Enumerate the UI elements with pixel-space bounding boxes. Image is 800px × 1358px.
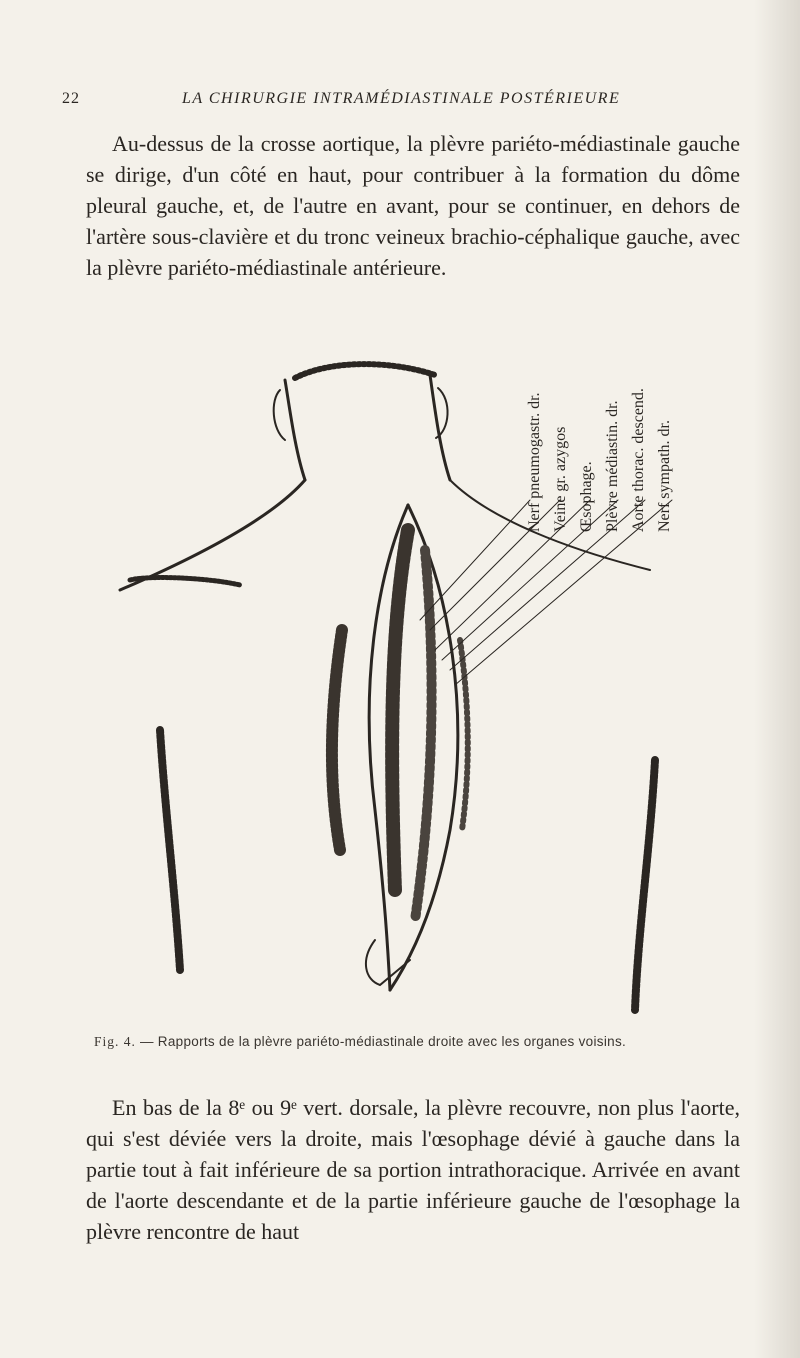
ribs-shading xyxy=(392,530,408,890)
vessels-shading xyxy=(415,550,432,920)
running-head-title: LA CHIRURGIE INTRAMÉDIASTINALE POSTÉRIEURE xyxy=(182,90,621,107)
neck-outline-left xyxy=(285,380,305,480)
page-number: 22 xyxy=(62,90,80,107)
left-shoulder xyxy=(120,480,305,590)
hairline xyxy=(295,364,435,378)
label-aorte-thoracique: Aorte thorac. descend. xyxy=(630,388,647,532)
right-back-contour xyxy=(635,760,655,1010)
running-head xyxy=(62,90,742,114)
label-nerf-sympathique: Nerf sympath. dr. xyxy=(656,420,673,532)
caption-text: — Rapports de la plèvre pariéto-médiastinale droite avec les organes voisins. xyxy=(139,1034,627,1049)
label-oesophage: Œsophage. xyxy=(578,461,595,532)
figure-labels xyxy=(522,332,752,532)
figure-caption xyxy=(94,1034,734,1050)
leader-line-1 xyxy=(420,500,530,620)
left-back-contour xyxy=(160,730,180,970)
left-shoulder-shading xyxy=(130,578,240,585)
retracted-muscle-right xyxy=(460,640,468,830)
page-edge-shadow xyxy=(754,0,800,1358)
retracted-muscle-left xyxy=(332,630,342,850)
label-nerf-pneumogastrique: Nerf pneumogastr. dr. xyxy=(526,392,543,532)
caption-figure-number: Fig. 4. xyxy=(94,1034,136,1049)
left-ear xyxy=(274,390,285,440)
label-plevre-mediastinale: Plèvre médiastin. dr. xyxy=(604,400,621,532)
paragraph-bottom: En bas de la 8ᵉ ou 9ᵉ vert. dorsale, la plèvre recouvre, non plus l'aorte, qui s'est déviée vers la droite, mais l'œsophage dévié à gauche dans la partie tout à fait inférieure de sa portion intrathoracique. Arrivée en avant de l'aorte descendante et de la partie inférieure gauche de l'œsophage la plèvre rencontre de haut xyxy=(86,1095,740,1244)
label-veine-azygos: Veine gr. azygos xyxy=(552,426,569,532)
paragraph-top: Au-dessus de la crosse aortique, la plèvre pariéto-médiastinale gauche se dirige, d'un côté en haut, pour contribuer à la formation du dôme pleural gauche, et, de l'autre en avant, pour se continuer, en dehors de l'artère sous-clavière et du tronc veineux brachio-céphalique gauche, avec la plèvre pariéto-médiastinale antérieure. xyxy=(86,131,740,280)
